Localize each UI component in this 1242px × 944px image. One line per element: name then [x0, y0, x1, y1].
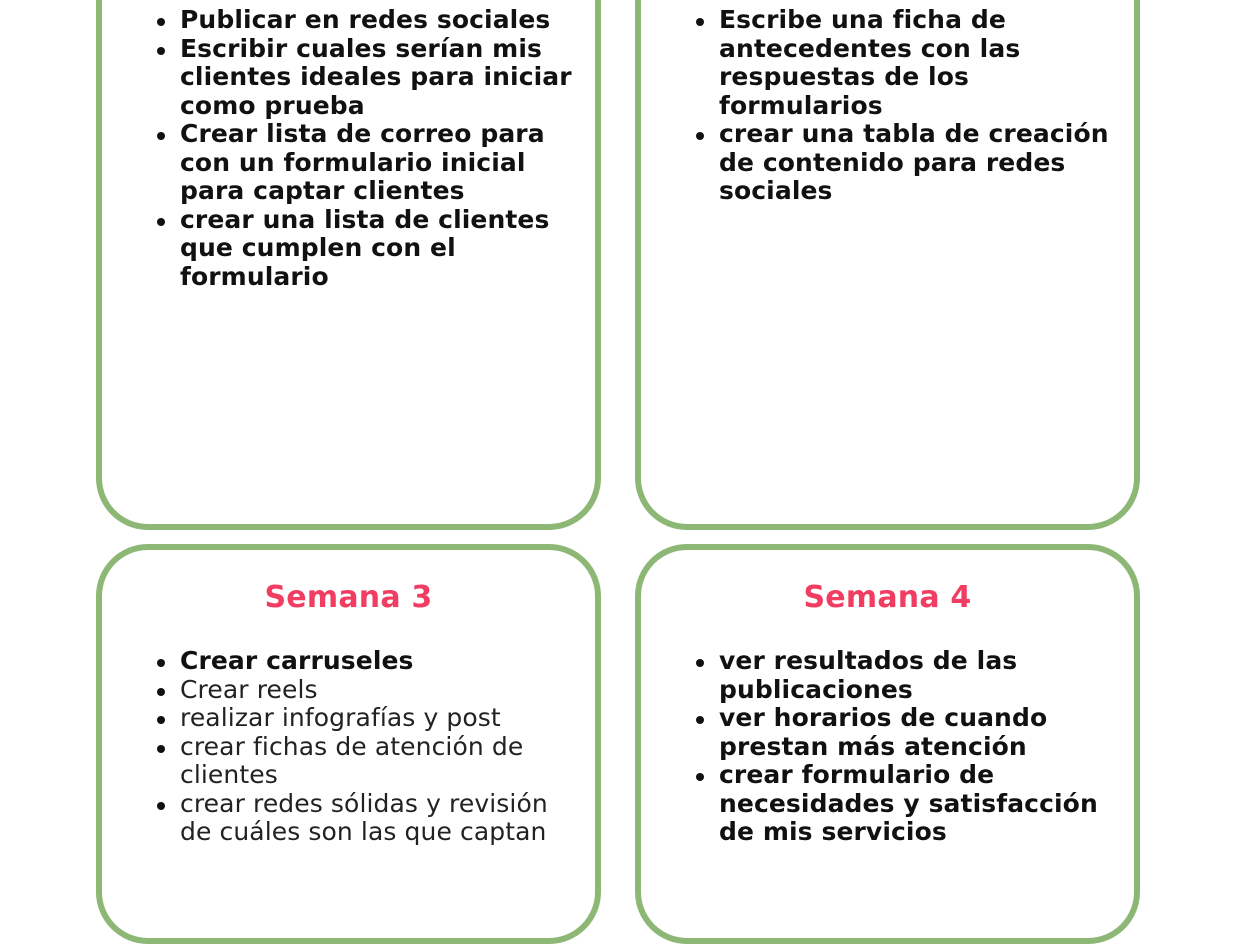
list-item: crear fichas de atención de clientes: [180, 733, 583, 790]
week-1-card: [96, 0, 601, 530]
week-1-task-list: [180, 6, 583, 291]
list-item: Crear carruseles: [180, 647, 583, 676]
week-2-task-list: [719, 6, 1122, 206]
week-4-task-list: [719, 647, 1122, 847]
week-3-task-list: [180, 647, 583, 847]
list-item: Escribir cuales serían mis clientes ideales para iniciar como prueba: [180, 35, 583, 121]
list-item: crear redes sólidas y revisión de cuáles son las que captan: [180, 790, 583, 847]
week-3-title: Semana 3: [264, 580, 433, 615]
list-item: ver horarios de cuando prestan más atención: [719, 704, 1122, 761]
week-4-card: [635, 544, 1140, 944]
list-item: Crear reels: [180, 676, 583, 705]
week-3-card: [96, 544, 601, 944]
list-item: ver resultados de las publicaciones: [719, 647, 1122, 704]
list-item: realizar infografías y post: [180, 704, 583, 733]
week-2-card: [635, 0, 1140, 530]
list-item: crear formulario de necesidades y satisfacción de mis servicios: [719, 761, 1122, 847]
week-4-title: Semana 4: [803, 580, 972, 615]
list-item: Escribe una ficha de antecedentes con las respuestas de los formularios: [719, 6, 1122, 120]
list-item: crear una tabla de creación de contenido para redes sociales: [719, 120, 1122, 206]
list-item: crear una lista de clientes que cumplen con el formulario: [180, 206, 583, 292]
list-item: Crear lista de correo para con un formulario inicial para captar clientes: [180, 120, 583, 206]
list-item: Publicar en redes sociales: [180, 6, 583, 35]
